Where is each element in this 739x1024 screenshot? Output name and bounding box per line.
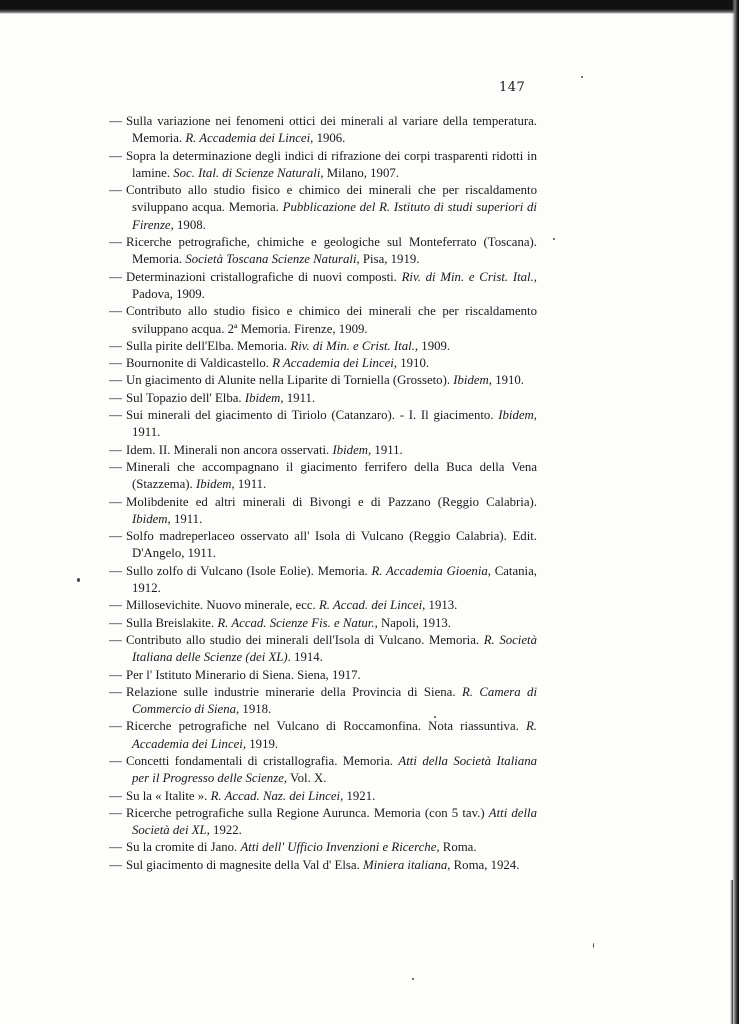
bibliography-entry bbox=[105, 182, 537, 234]
entry-dash: — bbox=[109, 667, 122, 682]
entry-text: , Vol. X. bbox=[283, 771, 327, 786]
entry-dash: — bbox=[109, 632, 122, 647]
entry-text: , 1906. bbox=[310, 131, 346, 146]
entry-dash: — bbox=[109, 788, 122, 803]
bibliography-entry bbox=[105, 303, 537, 338]
entry-text: Sulla Breislakite. bbox=[126, 615, 218, 630]
bibliography-entry bbox=[105, 718, 537, 753]
entry-text: Ricerche petrografiche nel Vulcano di Roccamonfina. Nota riassuntiva. bbox=[126, 719, 526, 734]
entry-text: , 1921. bbox=[340, 788, 376, 803]
bibliography-entry bbox=[105, 269, 537, 304]
bibliography-entry bbox=[105, 494, 537, 529]
entry-dash: — bbox=[109, 684, 122, 699]
entry-dash: — bbox=[109, 805, 122, 820]
bibliography-entry bbox=[105, 597, 537, 614]
entry-dash: — bbox=[109, 442, 122, 457]
entry-text: , 1911. bbox=[167, 511, 203, 526]
scan-speck bbox=[412, 978, 414, 980]
entry-dash: — bbox=[109, 753, 122, 768]
entry-source: Ibidem bbox=[332, 442, 369, 457]
entry-dash: — bbox=[109, 114, 122, 128]
entry-text: Millosevichite. Nuovo minerale, ecc. bbox=[126, 598, 319, 613]
entry-dash: — bbox=[109, 183, 122, 198]
bibliography-entry bbox=[105, 528, 537, 563]
bibliography-entry bbox=[105, 857, 537, 874]
entry-text: , Milano, 1907. bbox=[320, 165, 399, 180]
bibliography-entry bbox=[105, 355, 537, 372]
entry-text: , 1911. bbox=[368, 442, 403, 457]
entry-source: R. Accad. dei Lincei bbox=[318, 598, 423, 613]
entry-text: , 1919. bbox=[242, 736, 279, 751]
bibliography-entry bbox=[105, 615, 537, 632]
scan-right-shadow bbox=[730, 880, 733, 1024]
entry-dash: — bbox=[109, 840, 122, 855]
entry-text: , Pisa, 1919. bbox=[356, 252, 420, 267]
entry-source: R. Accad. Naz. dei Lincei bbox=[210, 788, 341, 803]
entry-source: R. Accademia Gioenia bbox=[371, 563, 488, 578]
entry-text: Idem. II. Minerali non ancora osservati. bbox=[126, 442, 333, 457]
entry-source: Atti dell' Ufficio Invenzioni e Ricerche bbox=[240, 840, 437, 855]
entry-text: Sopra la determinazione degli indici di rifrazione dei corpi trasparenti ridotti in lamine. bbox=[126, 148, 537, 180]
entry-source: Ibidem bbox=[453, 373, 489, 388]
entry-source: Atti della Società Italiana per il Progresso delle Scienze bbox=[132, 753, 538, 786]
bibliography-entry bbox=[105, 667, 537, 684]
bibliography-entry bbox=[105, 459, 537, 494]
entry-text: , Roma, 1924. bbox=[447, 857, 520, 872]
entry-dash: — bbox=[109, 373, 122, 388]
bibliography-entry bbox=[105, 632, 537, 667]
entry-source: Riv. di Min. e Crist. Ital. bbox=[290, 338, 415, 353]
entry-source: Ibidem bbox=[132, 511, 168, 526]
entry-source: Ibidem bbox=[195, 477, 232, 492]
entry-text: Sul Topazio dell' Elba. bbox=[126, 390, 245, 405]
entry-text: Per l' Istituto Minerario di Siena. Siena, 1917. bbox=[126, 667, 361, 682]
entry-dash: — bbox=[109, 857, 122, 872]
entry-dash: — bbox=[109, 356, 122, 371]
entry-dash: — bbox=[109, 269, 122, 284]
entry-text: Bournonite di Valdicastello. bbox=[126, 356, 273, 371]
entry-source: Miniera italiana bbox=[363, 857, 448, 872]
entry-dash: — bbox=[109, 148, 122, 163]
bibliography-entry bbox=[105, 372, 537, 389]
entry-text: , Napoli, 1913. bbox=[374, 615, 451, 630]
entry-dash: — bbox=[109, 390, 122, 405]
entry-text: . 1914. bbox=[287, 650, 323, 665]
bibliography-list bbox=[105, 113, 537, 874]
entry-dash: — bbox=[109, 338, 122, 353]
entry-text: , 1908. bbox=[170, 217, 206, 232]
entry-source: R. Accad. Scienze Fis. e Natur. bbox=[217, 615, 375, 630]
entry-text: , Roma. bbox=[436, 840, 477, 855]
entry-text: , Padova, 1909. bbox=[132, 269, 537, 301]
entry-dash: — bbox=[109, 563, 122, 578]
bibliography-entry bbox=[105, 148, 537, 183]
entry-text: Sui minerali del giacimento di Tiriolo (Catanzaro). - I. Il giacimento. bbox=[126, 408, 499, 423]
bibliography-entry bbox=[105, 788, 537, 805]
entry-text: , 1911. bbox=[132, 408, 537, 440]
entry-dash: — bbox=[109, 494, 122, 509]
scan-speck bbox=[77, 578, 80, 582]
entry-text: , 1911. bbox=[280, 390, 316, 405]
entry-text: Un giacimento di Alunite nella Liparite di Torniella (Grosseto). bbox=[126, 373, 454, 388]
entry-text: , 1910. bbox=[488, 373, 524, 388]
entry-dash: — bbox=[109, 304, 122, 319]
entry-source: R. Accademia dei Lincei bbox=[185, 131, 311, 146]
entry-text: , 1910. bbox=[393, 356, 430, 371]
entry-dash: — bbox=[109, 235, 122, 250]
scan-right-border bbox=[732, 0, 739, 1024]
scan-speck bbox=[553, 238, 555, 240]
bibliography-entry bbox=[105, 442, 537, 459]
entry-source: Pubblicazione del R. Istituto di studi superiori di Firenze bbox=[132, 200, 537, 232]
entry-source: Società Toscana Scienze Naturali bbox=[185, 252, 357, 267]
bibliography-entry bbox=[105, 338, 537, 355]
entry-text: Sulla variazione nei fenomeni ottici dei minerali al variare della temperatura. Memoria. bbox=[126, 114, 537, 146]
entry-text: Concetti fondamentali di cristallografia. Memoria. bbox=[126, 753, 399, 768]
entry-text: , 1918. bbox=[236, 702, 272, 717]
entry-text: , Catania, 1912. bbox=[132, 563, 537, 596]
bibliography-entry bbox=[105, 390, 537, 407]
entry-source: Ibidem bbox=[244, 390, 281, 405]
page-number: 147 bbox=[499, 80, 526, 95]
bibliography-entry bbox=[105, 234, 537, 269]
entry-dash: — bbox=[109, 529, 122, 544]
entry-text: Determinazioni cristallografiche di nuovi composti. bbox=[126, 269, 402, 284]
entry-text: , 1909. bbox=[414, 338, 451, 353]
bibliography-entry bbox=[105, 113, 537, 148]
entry-text: , 1913. bbox=[422, 598, 458, 613]
entry-text: Sullo zolfo di Vulcano (Isole Eolie). Memoria. bbox=[126, 563, 372, 578]
entry-text: , 1922. bbox=[206, 823, 242, 838]
entry-text: Ricerche petrografiche, chimiche e geologiche sul Monteferrato (Toscana). Memoria. bbox=[126, 235, 537, 267]
entry-dash: — bbox=[109, 719, 122, 734]
entry-source: R. Accademia dei Lincei bbox=[132, 719, 537, 751]
entry-dash: — bbox=[109, 598, 122, 613]
scan-speck bbox=[593, 943, 594, 948]
bibliography-entry bbox=[105, 805, 537, 840]
entry-source: R Accademia dei Lincei bbox=[272, 356, 394, 371]
entry-text: Contributo allo studio dei minerali dell'Isola di Vulcano. Memoria. bbox=[126, 632, 484, 647]
entry-text: Solfo madreperlaceo osservato all' Isola di Vulcano (Reggio Calabria). Edit. D'Angelo, 1911. bbox=[126, 529, 537, 561]
entry-dash: — bbox=[109, 615, 122, 630]
entry-source: R. Camera di Commercio di Siena bbox=[132, 684, 538, 717]
entry-text: Contributo allo studio fisico e chimico dei minerali che per riscaldamento sviluppano acqua. 2ª Memoria. Firenze, 1909. bbox=[126, 304, 537, 336]
scan-speck bbox=[581, 76, 583, 78]
entry-source: Ibidem bbox=[498, 408, 534, 423]
entry-source: Soc. Ital. di Scienze Naturali bbox=[173, 165, 321, 180]
bibliography-entry bbox=[105, 684, 537, 719]
scan-top-border bbox=[0, 0, 739, 14]
entry-text: Molibdenite ed altri minerali di Bivongi e di Pazzano (Reggio Calabria). bbox=[126, 494, 537, 509]
bibliography-entry bbox=[105, 839, 537, 856]
bibliography-entry bbox=[105, 563, 537, 598]
entry-text: Ricerche petrografiche sulla Regione Aurunca. Memoria (con 5 tav.) bbox=[126, 805, 489, 820]
entry-dash: — bbox=[109, 408, 122, 423]
entry-source: Atti della Società dei XL bbox=[132, 805, 537, 838]
entry-text: Relazione sulle industrie minerarie della Provincia di Siena. bbox=[126, 684, 462, 699]
entry-text: Sul giacimento di magnesite della Val d' Elsa. bbox=[126, 857, 363, 872]
entry-text: Sulla pirite dell'Elba. Memoria. bbox=[126, 338, 291, 353]
bibliography-entry bbox=[105, 407, 537, 442]
entry-source: Riv. di Min. e Crist. Ital. bbox=[401, 269, 534, 284]
entry-text: Contributo allo studio fisico e chimico dei minerali che per riscaldamento sviluppano acqua. Memoria. bbox=[126, 183, 537, 215]
bibliography-entry bbox=[105, 753, 537, 788]
entry-text: , 1911. bbox=[231, 477, 267, 492]
entry-text: Su la cromite di Jano. bbox=[126, 840, 241, 855]
entry-source: R. Società Italiana delle Scienze (dei XL) bbox=[132, 632, 537, 665]
entry-text: Minerali che accompagnano il giacimento ferrifero della Buca della Vena (Stazzema). bbox=[126, 459, 537, 492]
entry-dash: — bbox=[109, 459, 122, 474]
entry-text: Su la « Italite ». bbox=[126, 788, 211, 803]
